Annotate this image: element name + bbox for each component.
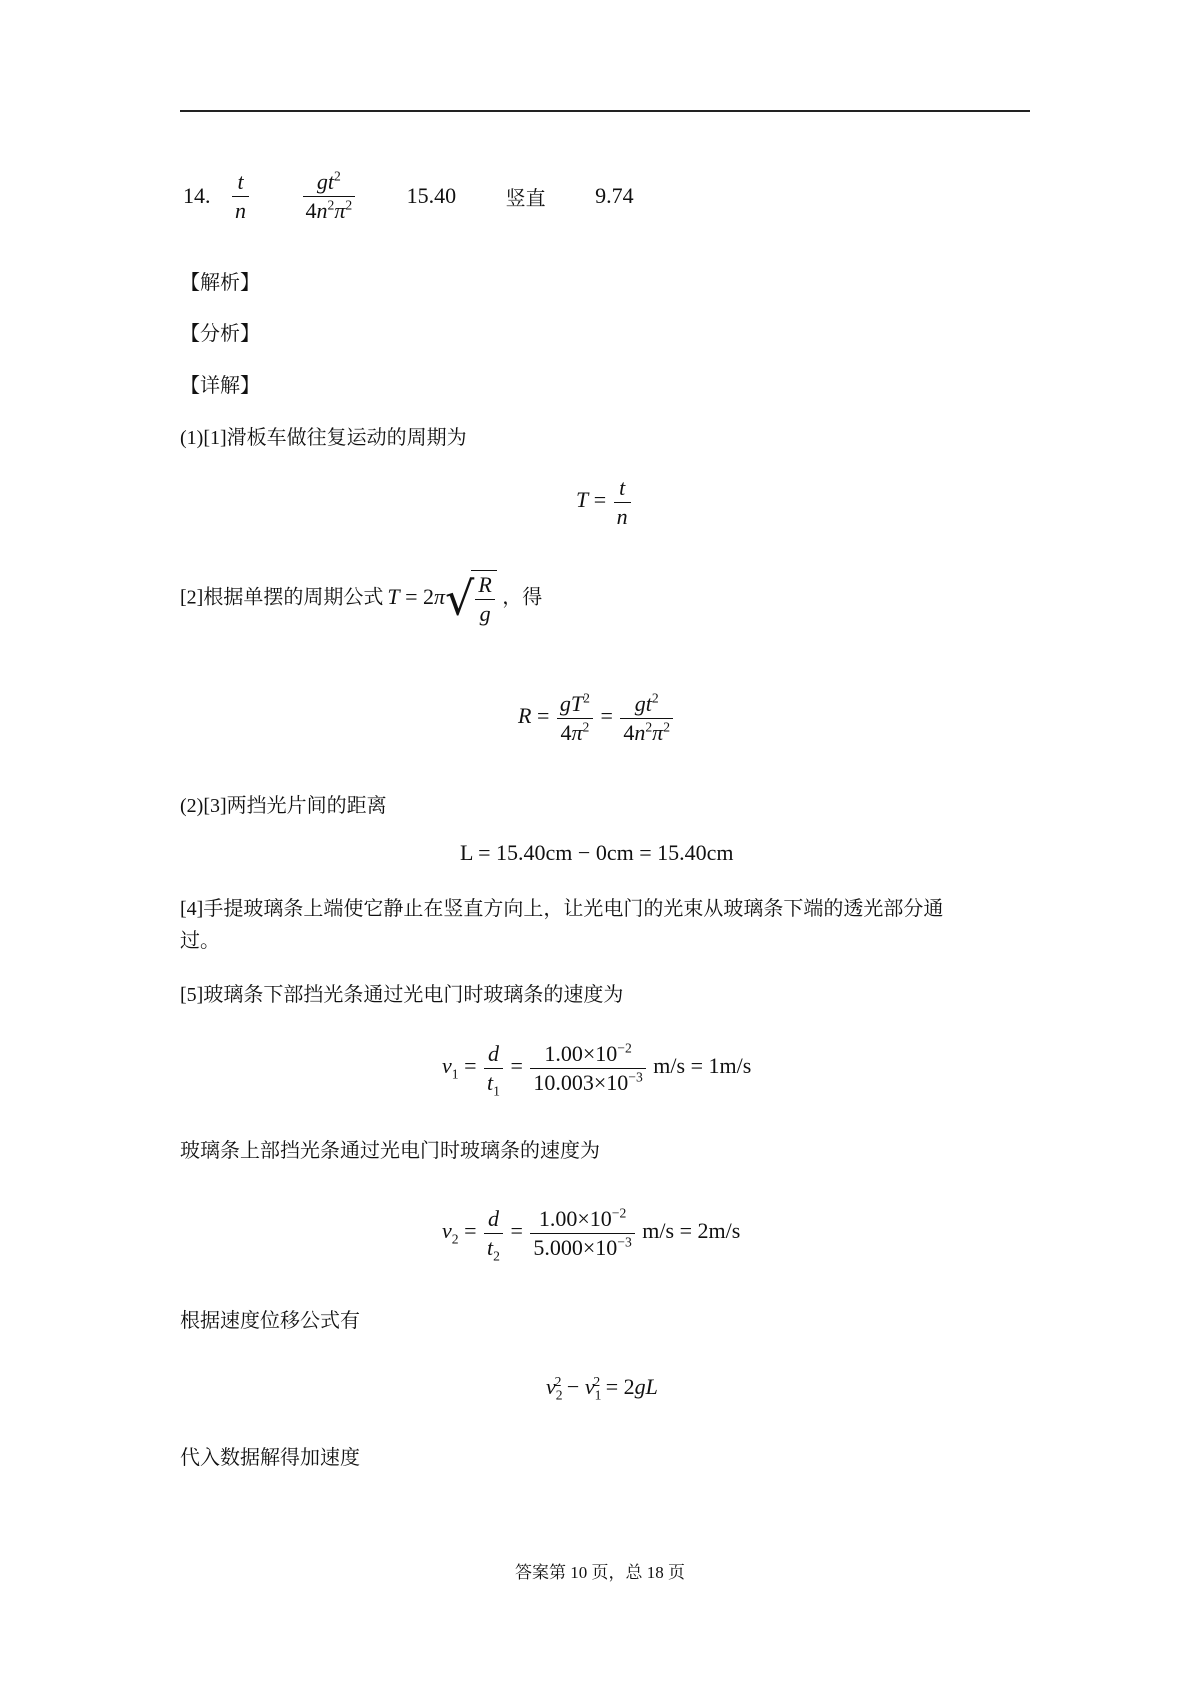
v1-denominator: 10.003×10 bbox=[533, 1069, 629, 1095]
v2-result: m/s = 2m/s bbox=[642, 1218, 741, 1244]
answer-1-formula: $\frac{t}{n}$ bbox=[230, 168, 251, 224]
equation-period: T = $\frac{t}{n}$ bbox=[576, 474, 633, 530]
equation-length: L = 15.40cm − 0cm = 15.40cm bbox=[460, 840, 734, 865]
paragraph-6: 玻璃条上部挡光条通过光电门时玻璃条的速度为 bbox=[180, 1140, 600, 1162]
question-number: 14. bbox=[183, 183, 211, 208]
v2-numerator: 1.00×10 bbox=[538, 1206, 612, 1231]
answer-2-formula: $\frac{gt^2}{4n^2\pi^2}$ bbox=[301, 168, 358, 224]
pendulum-period-formula: T = 2π√ $\frac{R}{g}$ bbox=[387, 584, 502, 609]
v1-denominator-exp: −3 bbox=[628, 1069, 643, 1085]
equation-v2: $v_2$ = $\frac{d}{t_2}$ = $\frac{1.00\times 10^{-2}}{5.000\times 10^{-3}}$ m/s = 2m/s bbox=[442, 1205, 741, 1263]
answer-line bbox=[183, 168, 678, 224]
answer-3: 15.40 bbox=[406, 183, 457, 208]
equation-kinematics: $v_2^2 - v_1^2 = 2gL$ bbox=[546, 1373, 658, 1403]
v1-numerator-exp: −2 bbox=[617, 1040, 632, 1056]
heading-fenxi: 【分析】 bbox=[180, 323, 260, 345]
page-footer: 答案第 10 页，总 18 页 bbox=[515, 1563, 685, 1582]
paragraph-8: 代入数据解得加速度 bbox=[180, 1447, 360, 1469]
v2-denominator: 5.000×10 bbox=[533, 1234, 618, 1260]
paragraph-2-text-before: [2]根据单摆的周期公式 bbox=[180, 586, 384, 609]
heading-xiangjie: 【详解】 bbox=[180, 375, 260, 397]
v2-denominator-exp: −3 bbox=[617, 1234, 632, 1250]
v2-numerator-exp: −2 bbox=[611, 1205, 627, 1221]
answer-4: 竖直 bbox=[505, 187, 546, 210]
equation-v1: $v_1$ = $\frac{d}{t_1}$ = $\frac{1.00\times 10^{-2}}{10.003\times 10^{-3}}$ m/s = 1m/s bbox=[442, 1040, 752, 1098]
paragraph-4-line-1: [4]手提玻璃条上端使它静止在竖直方向上，让光电门的光束从玻璃条下端的透光部分通 bbox=[180, 898, 944, 920]
paragraph-7: 根据速度位移公式有 bbox=[180, 1310, 360, 1332]
paragraph-5: [5]玻璃条下部挡光条通过光电门时玻璃条的速度为 bbox=[180, 984, 624, 1006]
paragraph-3: (2)[3]两挡光片间的距离 bbox=[180, 795, 387, 817]
paragraph-1: (1)[1]滑板车做往复运动的周期为 bbox=[180, 427, 467, 449]
equation-radius: R = $\frac{gT^2}{4\pi^2}$ = $\frac{gt^2}{4n^2\pi^2}$ bbox=[518, 690, 675, 746]
header-rule bbox=[180, 110, 1030, 112]
v1-result: m/s = 1m/s bbox=[653, 1053, 752, 1079]
v1-numerator: 1.00×10 bbox=[544, 1041, 618, 1066]
answer-5: 9.74 bbox=[595, 183, 634, 208]
paragraph-2 bbox=[180, 570, 542, 627]
paragraph-2-text-after: ，得 bbox=[502, 586, 543, 609]
paragraph-4-line-2: 过。 bbox=[180, 930, 220, 952]
heading-jiexi: 【解析】 bbox=[180, 272, 260, 294]
